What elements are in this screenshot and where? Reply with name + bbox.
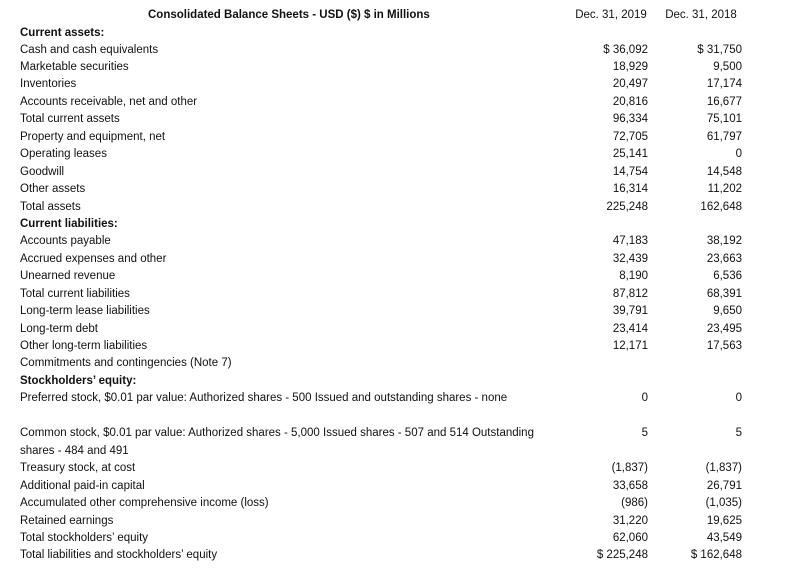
row-label: shares - 484 and 491 [20, 445, 129, 457]
row-label: Current assets: [20, 27, 105, 39]
row-label: Total current assets [20, 113, 120, 125]
row-value-2018: 43,549 [706, 532, 742, 544]
row-label: Operating leases [20, 148, 107, 160]
row-value-2018: 23,663 [706, 253, 742, 265]
row-label: Cash and cash equivalents [20, 44, 159, 56]
row-value-2019: 8,190 [619, 270, 648, 282]
row-label: Common stock, $0.01 par value: Authorized shares - 5,000 Issued shares - 507 and 514 Outstanding [20, 427, 534, 439]
row-value-2019: (986) [621, 497, 648, 509]
row-value-2018: 26,791 [706, 480, 742, 492]
row-value-2019: 18,929 [612, 61, 648, 73]
row-label: Retained earnings [20, 515, 114, 527]
row-label: Accumulated other comprehensive income (loss) [20, 497, 269, 509]
row-value-2018: 9,650 [713, 305, 742, 317]
row-value-2019: 47,183 [612, 235, 648, 247]
row-value-2018: 75,101 [706, 113, 742, 125]
row-label: Property and equipment, net [20, 131, 166, 143]
row-value-2018: (1,837) [705, 462, 742, 474]
row-label: Commitments and contingencies (Note 7) [20, 357, 232, 369]
row-value-2018: 0 [735, 392, 742, 404]
row-value-2018: 162,648 [700, 201, 742, 213]
row-value-2018: 61,797 [706, 131, 742, 143]
table-title: Consolidated Balance Sheets - USD ($) $ in Millions [148, 9, 430, 21]
row-value-2019: 62,060 [612, 532, 648, 544]
row-value-2018: 23,495 [706, 323, 742, 335]
row-label: Current liabilities: [20, 218, 118, 230]
row-value-2019: 96,334 [612, 113, 648, 125]
row-label: Total assets [20, 201, 81, 213]
row-label: Additional paid-in capital [20, 480, 145, 492]
row-value-2019: 225,248 [606, 201, 648, 213]
row-value-2019: 0 [641, 392, 648, 404]
row-label: Marketable securities [20, 61, 129, 73]
row-value-2019: 20,497 [612, 78, 648, 90]
row-value-2019: $ 36,092 [603, 44, 648, 56]
column-header-2018: Dec. 31, 2018 [665, 9, 737, 21]
row-value-2019: 33,658 [612, 480, 648, 492]
row-value-2019: 87,812 [612, 288, 648, 300]
row-value-2019: 5 [641, 427, 648, 439]
row-value-2018: (1,035) [705, 497, 742, 509]
row-label: Accounts receivable, net and other [20, 96, 198, 108]
row-label: Other assets [20, 183, 86, 195]
row-value-2019: (1,837) [611, 462, 648, 474]
row-label: Accrued expenses and other [20, 253, 167, 265]
row-label: Long-term lease liabilities [20, 305, 150, 317]
row-label: Stockholders’ equity: [20, 375, 137, 387]
row-label: Inventories [20, 78, 77, 90]
row-label: Total liabilities and stockholders’ equity [20, 549, 218, 561]
row-label: Unearned revenue [20, 270, 116, 282]
row-value-2018: 6,536 [713, 270, 742, 282]
row-value-2019: 23,414 [612, 323, 648, 335]
row-value-2019: 12,171 [612, 340, 648, 352]
row-value-2018: 17,174 [706, 78, 742, 90]
row-value-2018: $ 31,750 [697, 44, 742, 56]
row-value-2019: 16,314 [612, 183, 648, 195]
row-value-2018: 14,548 [706, 166, 742, 178]
row-value-2018: 0 [735, 148, 742, 160]
row-value-2019: $ 225,248 [596, 549, 648, 561]
row-value-2018: 5 [735, 427, 742, 439]
row-value-2019: 25,141 [612, 148, 648, 160]
row-value-2019: 32,439 [612, 253, 648, 265]
row-label: Total current liabilities [20, 288, 130, 300]
row-value-2018: 16,677 [706, 96, 742, 108]
row-value-2018: 9,500 [713, 61, 742, 73]
row-value-2019: 31,220 [612, 515, 648, 527]
row-value-2019: 14,754 [612, 166, 648, 178]
row-label: Other long-term liabilities [20, 340, 148, 352]
row-value-2018: 38,192 [706, 235, 742, 247]
row-value-2019: 72,705 [612, 131, 648, 143]
row-label: Preferred stock, $0.01 par value: Authorized shares - 500 Issued and outstanding shares - none [20, 392, 508, 404]
row-label: Accounts payable [20, 235, 111, 247]
row-label: Goodwill [20, 166, 65, 178]
row-value-2018: 68,391 [706, 288, 742, 300]
row-value-2018: 17,563 [706, 340, 742, 352]
column-header-2019: Dec. 31, 2019 [575, 9, 647, 21]
row-value-2018: 11,202 [707, 183, 742, 195]
row-label: Treasury stock, at cost [20, 462, 136, 474]
row-label: Long-term debt [20, 323, 98, 335]
row-value-2019: 20,816 [612, 96, 648, 108]
row-value-2018: 19,625 [706, 515, 742, 527]
row-value-2018: $ 162,648 [690, 549, 742, 561]
row-value-2019: 39,791 [612, 305, 648, 317]
row-label: Total stockholders’ equity [20, 532, 149, 544]
